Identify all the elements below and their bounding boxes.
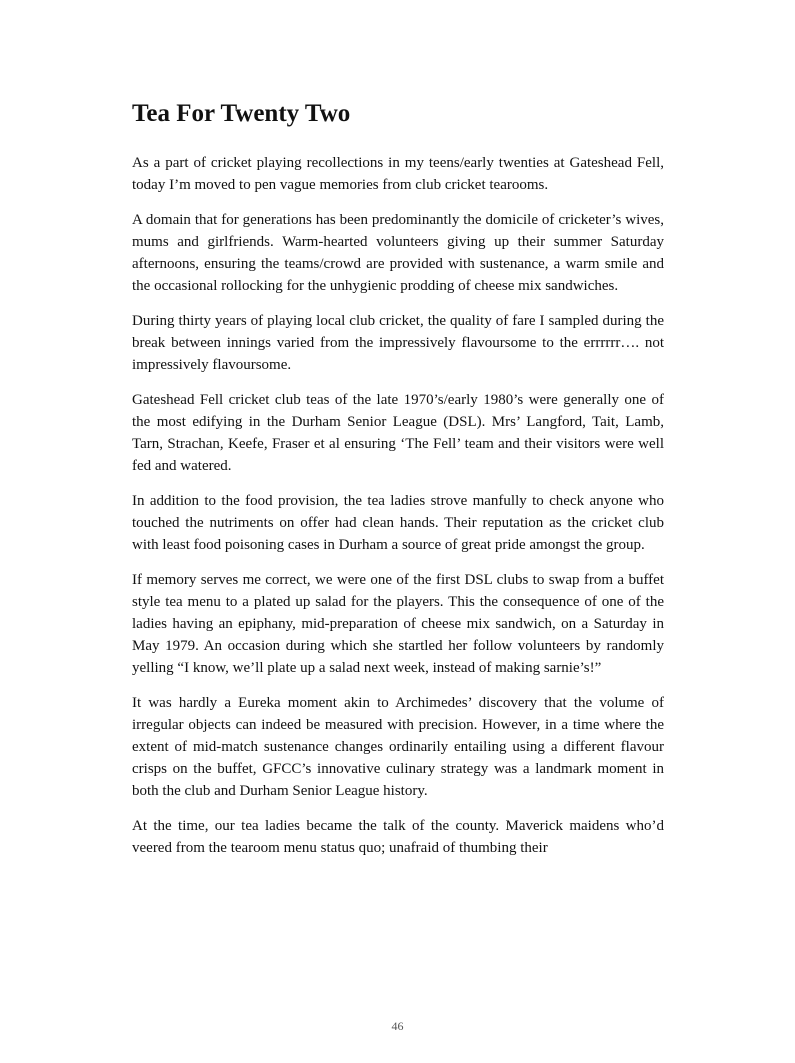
paragraph: During thirty years of playing local club cricket, the quality of fare I sampled during the break between innings varied from the impressively flavoursome to the errrrrr…. not impressively flavoursome.	[132, 313, 664, 373]
body-text	[132, 152, 664, 872]
paragraph: In addition to the food provision, the tea ladies strove manfully to check anyone who touched the nutriments on offer had clean hands. Their reputation as the cricket club with least food poisoning cases in Durham a source of great pride amongst the group.	[132, 493, 664, 553]
paragraph: Gateshead Fell cricket club teas of the late 1970’s/early 1980’s were generally one of the most edifying in the Durham Senior League (DSL). Mrs’ Langford, Tait, Lamb, Tarn, Strachan, Keefe, Fraser et al ensuring ‘The Fell’ team and their visitors were well fed and watered.	[132, 392, 664, 474]
paragraph: If memory serves me correct, we were one of the first DSL clubs to swap from a buffet style tea menu to a plated up salad for the players. This the consequence of one of the ladies having an epiphany, mid-preparation of cheese mix sandwich, on a Saturday in May 1979. An occasion during which she startled her follow volunteers by randomly yelling “I know, we’ll plate up a salad next week, instead of making sarnie’s!”	[132, 572, 664, 676]
page-number: 46	[391, 1019, 404, 1033]
paragraph: As a part of cricket playing recollections in my teens/early twenties at Gateshead Fell, today I’m moved to pen vague memories from club cricket tearooms.	[132, 155, 664, 193]
page-title: Tea For Twenty Two	[132, 100, 351, 127]
paragraph: A domain that for generations has been predominantly the domicile of cricketer’s wives, mums and girlfriends. Warm-hearted volunteers giving up their summer Saturday afternoons, ensuring the teams/crowd are provided with sustenance, a warm smile and the occasional rollocking for the unhygienic prodding of cheese mix sandwiches.	[132, 212, 664, 294]
paragraph: It was hardly a Eureka moment akin to Archimedes’ discovery that the volume of irregular objects can indeed be measured with precision. However, in a time where the extent of mid-match sustenance changes ordinarily entailing using a different flavour crisps on the buffet, GFCC’s innovative culinary strategy was a landmark moment in both the club and Durham Senior League history.	[132, 695, 664, 799]
paragraph: At the time, our tea ladies became the talk of the county. Maverick maidens who’d veered from the tearoom menu status quo; unafraid of thumbing their	[132, 818, 664, 856]
